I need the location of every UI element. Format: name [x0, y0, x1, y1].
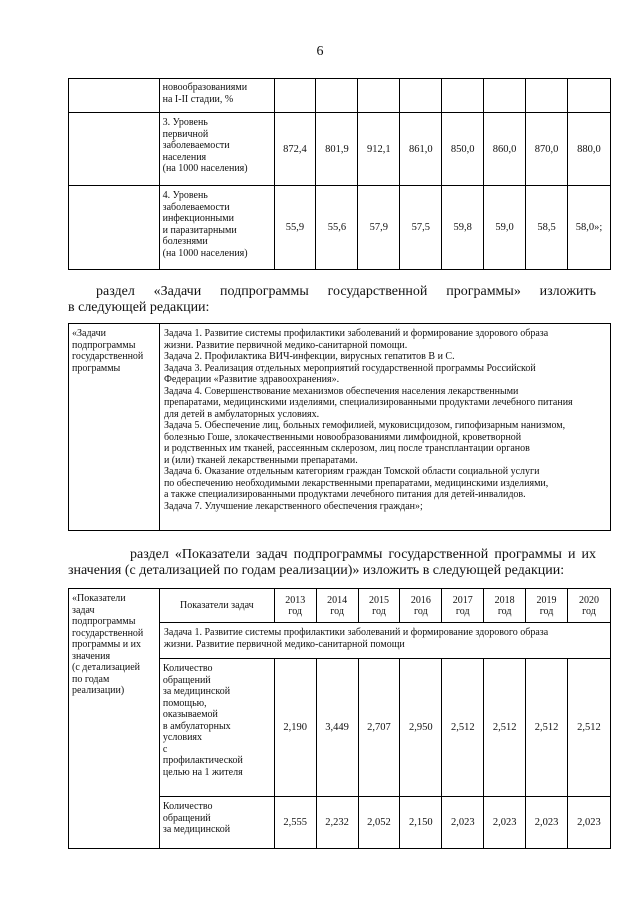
page-number: 6 [316, 44, 324, 59]
year-header: 2019 год [526, 589, 568, 623]
indicators-table [68, 588, 611, 849]
cell-value: 801,9 [316, 113, 358, 186]
task-1-heading: Задача 1. Развитие системы профилактики заболеваний и формирование здорового образа жизни. Развитие первичной медико-санитарной помощи [159, 623, 610, 659]
row-label: Количество обращений за медицинской [159, 797, 274, 849]
cell-value: 58,0»; [567, 186, 610, 270]
cell-value: 850,0 [442, 113, 484, 186]
paragraph-2-line-2: значения (с детализацией по годам реализации)» изложить в следующей редакции: [68, 563, 565, 578]
cell-value: 880,0 [567, 113, 610, 186]
year-header: 2018 год [484, 589, 526, 623]
cell-value: 55,9 [274, 186, 316, 270]
cell-value: 860,0 [484, 113, 526, 186]
cell-value: 3,449 [316, 659, 358, 797]
cell-value: 55,6 [316, 186, 358, 270]
cell-value: 872,4 [274, 113, 316, 186]
cell-value: 2,023 [442, 797, 484, 849]
cell-value: 2,512 [567, 659, 610, 797]
paragraph-1-line-2: в следующей редакции: [68, 300, 210, 315]
cell-value: 2,150 [400, 797, 442, 849]
column-header: Показатели задач [159, 589, 274, 623]
cell-value: 2,512 [526, 659, 568, 797]
cell-value: 2,052 [358, 797, 400, 849]
year-header: 2017 год [442, 589, 484, 623]
cell-value: 2,232 [316, 797, 358, 849]
cell-value: 2,023 [567, 797, 610, 849]
cell-value: 2,023 [484, 797, 526, 849]
cell-value: 2,950 [400, 659, 442, 797]
cell-value: 59,8 [442, 186, 484, 270]
row-label: 3. Уровень первичной заболеваемости населения (на 1000 населения) [159, 113, 274, 186]
tasks-text: Задача 1. Развитие системы профилактики заболеваний и формирование здорового образа жизни. Развитие первичной медико-санитарной помощи. Задача 2. Профилактика ВИЧ-инфекции, вирусных гепатитов В и С. Задача 3. Реализация отдельных мероприятий государственной программы Российской Федерации «Развитие здравоохранения». Задача 4. Совершенствование механизмов обеспечения населения лекарственными препаратами, медицинскими изделиями, специализированными продуктами лечебного питания для детей в амбулаторных условиях. Задача 5. Обеспечение лиц, больных гемофилией, муковисцидозом, гипофизарным нанизмом, болезнью Гоше, злокачественными новообразованиями лимфоидной, кроветворной и родственных им тканей, рассеянным склерозом, лиц после трансплантации органов и (или) тканей лекарственными препаратами. Задача 6. Оказание отдельным категориям граждан Томской области социальной услуги по обеспечению необходимыми лекарственными препаратами, медицинскими изделиями, а также специализированными продуктами лечебного питания для детей-инвалидов. Задача 7. Улучшение лекарственного обеспечения граждан»; [159, 324, 610, 531]
cell-value: 2,512 [442, 659, 484, 797]
year-header: 2014 год [316, 589, 358, 623]
row-label: Количество обращений за медицинской помощью, оказываемой в амбулаторных условиях с профилактической целью на 1 жителя [159, 659, 274, 797]
year-header: 2015 год [358, 589, 400, 623]
cell-value: 2,512 [484, 659, 526, 797]
row-label: новообразованиями на I-II стадии, % [159, 79, 274, 113]
paragraph-2-line-1: раздел «Показатели задач подпрограммы государственной программы и их [130, 547, 596, 562]
year-header: 2016 год [400, 589, 442, 623]
cell-value: 912,1 [358, 113, 400, 186]
year-header: 2020 год [567, 589, 610, 623]
table-row [69, 113, 611, 186]
cell-value: 861,0 [400, 113, 442, 186]
cell-value: 57,5 [400, 186, 442, 270]
year-header: 2013 год [274, 589, 316, 623]
table-row [69, 186, 611, 270]
tasks-label: «Задачи подпрограммы государственной программы [69, 324, 160, 531]
cell-value: 57,9 [358, 186, 400, 270]
paragraph-1-line-1: раздел «Задачи подпрограммы государственной программы» изложить [96, 284, 596, 299]
indicators-table-continued [68, 78, 611, 270]
row-label: 4. Уровень заболеваемости инфекционными и паразитарными болезнями (на 1000 населения) [159, 186, 274, 270]
cell-value: 59,0 [484, 186, 526, 270]
cell-value: 2,190 [274, 659, 316, 797]
indicators-label: «Показатели задач подпрограммы государственной программы и их значения (с детализацией по годам реализации) [69, 589, 160, 849]
cell-value: 2,707 [358, 659, 400, 797]
cell-value: 58,5 [526, 186, 568, 270]
cell-value: 2,023 [526, 797, 568, 849]
cell-value: 870,0 [526, 113, 568, 186]
tasks-table [68, 323, 611, 531]
cell-value: 2,555 [274, 797, 316, 849]
